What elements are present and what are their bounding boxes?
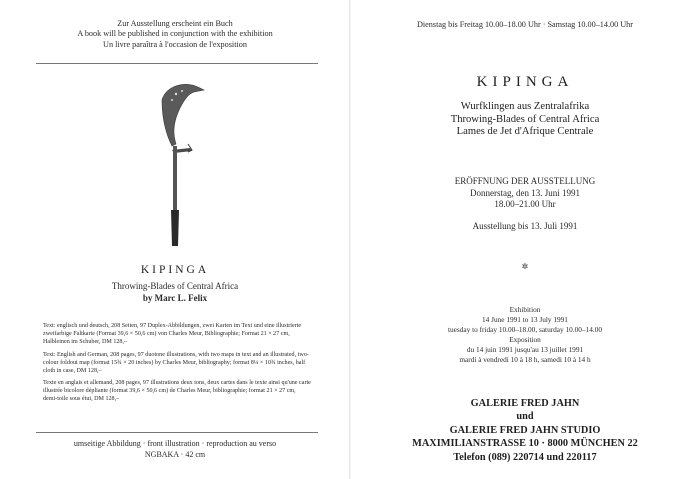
exhibition-end-date: Ausstellung bis 13. Juli 1991 (472, 221, 578, 231)
exhibition-title: KIPINGA (476, 74, 574, 90)
exhibition-subtitles (350, 101, 700, 139)
gallery-address (350, 397, 700, 464)
subtitle-french: Lames de Jet d'Afrique Centrale (456, 126, 594, 138)
exhibition-en-dates: 14 June 1991 to 13 July 1991 (482, 315, 568, 324)
announcement-english: A book will be published in conjunction with the exhibition (77, 29, 273, 39)
opening-heading: ERÖFFNUNG DER AUSSTELLUNG (454, 176, 596, 186)
bottom-divider (36, 432, 318, 433)
book-subtitle: Throwing-Blades of Central Africa (111, 281, 239, 291)
caption-line: umseitige Abbildung · front illustration · reproduction au verso (73, 439, 277, 448)
exhibition-en-label: Exhibition (509, 305, 541, 314)
opening-time: 18.00–21.00 Uhr (494, 199, 556, 210)
description-english: Text: English and German, 208 pages, 97 duotone illustrations, with two maps in text and an illustrated, two-colour foldout map (format 15¾ × 20 inches) by Charles Meur, bibliography; format 8¼ × 10¾ inches, half cloth in case, DM 128,– (43, 351, 309, 374)
description-german: Text: englisch und deutsch, 208 Seiten, 97 Duplex-Abbildungen, zwei Karten im Text und eine illustrierte zweifarbige Faltkarte (Format 39,6 × 50,6 cm) von Charles Meur, Bibliographie; Format 21 × 27 cm, Halbleinen im Schuber, DM 128,– (43, 323, 302, 345)
opening-date: Donnerstag, den 13. Juni 1991 (470, 187, 580, 198)
ornament-icon: ✲ (521, 262, 529, 271)
gallery-phone: Telefon (089) 220714 und 220117 (453, 451, 597, 463)
right-panel (350, 0, 700, 479)
announcement-german: Zur Ausstellung erscheint ein Buch (117, 19, 233, 28)
exhibition-fr-label: Exposition (509, 335, 541, 344)
book-title: KIPINGA (140, 264, 210, 276)
book-info (0, 280, 350, 304)
book-announcement (0, 19, 350, 50)
book-author: by Marc L. Felix (142, 293, 208, 303)
description-french: Texte en anglais et allemand, 208 pages, 97 illustrations deux tons, deux cartes dans le texte ainsi qu'une carte illustrée bicolore dépliante (format 39,6 × 50,6 cm) de Charles Meur, bibliographie; format 21 × 27 cm, demi-toile sous étui, DM 128,– (43, 380, 311, 402)
object-line: NGBAKA · 42 cm (144, 450, 206, 459)
exhibition-fr-dates: du 14 juin 1991 jusqu'au 13 juillet 1991 (466, 345, 584, 354)
book-descriptions (43, 322, 311, 408)
throwing-blade-illustration (148, 78, 208, 248)
announcement-french: Un livre paraîtra à l'occasion de l'exposition (103, 39, 247, 49)
subtitle-english: Throwing-Blades of Central Africa (450, 113, 600, 125)
gallery-studio: GALERIE FRED JAHN STUDIO (449, 424, 601, 436)
gallery-and: und (516, 411, 534, 423)
top-divider (36, 63, 318, 64)
opening-hours: Dienstag bis Freitag 10.00–18.00 Uhr · Samstag 10.00–14.00 Uhr (416, 20, 634, 29)
opening-event (350, 176, 700, 211)
illustration-caption (0, 438, 350, 460)
gallery-street: MAXIMILIANSTRASSE 10 · 8000 MÜNCHEN 22 (412, 438, 638, 450)
subtitle-german: Wurfklingen aus Zentralafrika (460, 101, 590, 112)
gallery-name: GALERIE FRED JAHN (470, 398, 580, 409)
exhibition-details (350, 305, 700, 365)
exhibition-en-hours: tuesday to friday 10.00–18.00, saturday 10.00–14.00 (447, 325, 603, 334)
exhibition-fr-hours: mardi à vendredi 10 à 18 h, samedi 10 à 14 h (459, 355, 591, 364)
